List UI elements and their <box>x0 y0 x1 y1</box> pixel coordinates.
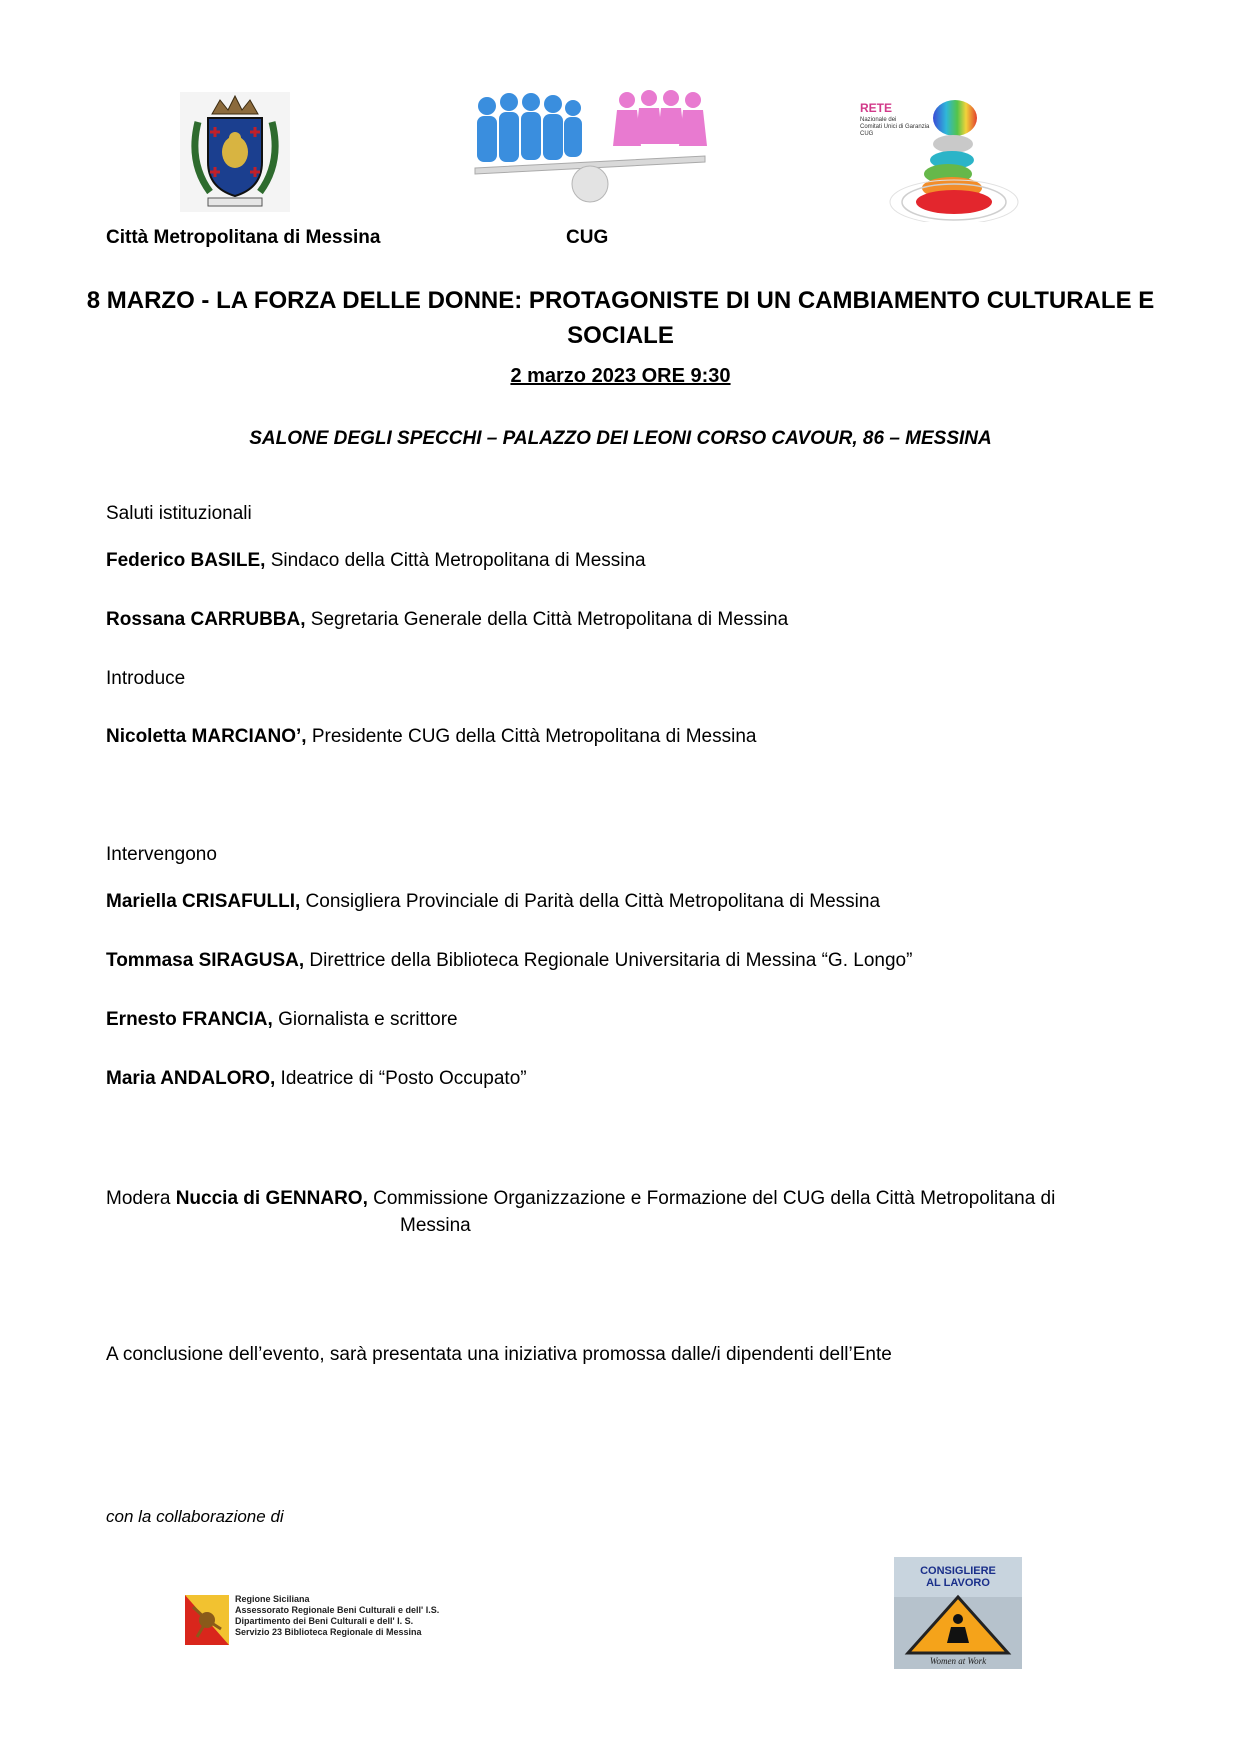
consigliere-al-lavoro-logo <box>894 1557 1022 1669</box>
moderator-prefix: Modera <box>106 1188 176 1209</box>
speaker-role: Sindaco della Città Metropolitana di Messina <box>265 550 646 571</box>
speaker-entry <box>106 890 880 914</box>
speaker-name: Nicoletta MARCIANO’, <box>106 726 307 747</box>
rete-logo-line: Comitati Unici di Garanzia <box>860 124 930 130</box>
city-caption: Città Metropolitana di Messina <box>106 227 381 248</box>
consigliere-caption: Women at Work <box>929 1656 987 1666</box>
speaker-name: Mariella CRISAFULLI, <box>106 891 301 912</box>
closing-note: A conclusione dell’evento, sarà presentata una iniziativa promossa dalle/i dipendenti dell’Ente <box>106 1344 892 1365</box>
city-coat-of-arms-logo <box>180 92 290 212</box>
speaker-name: Rossana CARRUBBA, <box>106 609 306 630</box>
intro-label: Introduce <box>106 668 186 689</box>
speaker-role: Segretaria Generale della Città Metropolitana di Messina <box>305 609 789 630</box>
regione-line: Assessorato Regionale Beni Culturali e dell' I.S. <box>235 1605 440 1615</box>
moderator-role: Commissione Organizzazione e Formazione del CUG della Città Metropolitana di <box>367 1188 1056 1209</box>
speaker-name: Tommasa SIRAGUSA, <box>106 950 305 971</box>
event-venue: SALONE DEGLI SPECCHI – PALAZZO DEI LEONI CORSO CAVOUR, 86 – MESSINA <box>249 428 992 449</box>
rete-logo-title: RETE <box>860 101 893 115</box>
speaker-entry <box>106 1008 458 1032</box>
regione-line: Dipartimento dei Beni Culturali e dell' I. S. <box>235 1616 414 1626</box>
speaker-role: Presidente CUG della Città Metropolitana di Messina <box>306 726 757 747</box>
regione-line: Servizio 23 Biblioteca Regionale di Messina <box>235 1627 422 1637</box>
moderator-entry <box>106 1185 1055 1239</box>
consigliere-title-line: AL LAVORO <box>926 1577 990 1589</box>
moderator-role-continued: Messina <box>400 1215 471 1236</box>
regione-line: Regione Siciliana <box>235 1594 310 1604</box>
speaker-entry <box>106 949 912 973</box>
speaker-name: Maria ANDALORO, <box>106 1068 276 1089</box>
event-date <box>0 364 1241 388</box>
rete-cug-logo <box>860 98 1030 222</box>
speaker-role: Consigliera Provinciale di Parità della Città Metropolitana di Messina <box>300 891 881 912</box>
speaker-name: Federico BASILE, <box>106 550 266 571</box>
greeting-entry <box>106 549 646 573</box>
regione-siciliana-logo <box>183 1589 463 1649</box>
event-title: 8 MARZO - LA FORZA DELLE DONNE: PROTAGONISTE DI UN CAMBIAMENTO CULTURALE E SOCIALE <box>86 287 1155 349</box>
speaker-name: Ernesto FRANCIA, <box>106 1009 273 1030</box>
cug-caption: CUG <box>566 227 609 248</box>
speaker-role: Direttrice della Biblioteca Regionale Universitaria di Messina “G. Longo” <box>304 950 913 971</box>
rete-logo-line: CUG <box>860 131 874 137</box>
greeting-entry <box>106 608 788 632</box>
speaker-role: Ideatrice di “Posto Occupato” <box>275 1068 527 1089</box>
event-date-text: 2 marzo 2023 ORE 9:30 <box>510 365 731 387</box>
collaboration-label: con la collaborazione di <box>106 1507 284 1526</box>
intro-entry <box>106 725 756 749</box>
speakers-label: Intervengono <box>106 844 217 865</box>
moderator-name: Nuccia di GENNARO, <box>175 1188 368 1209</box>
speaker-role: Giornalista e scrittore <box>272 1009 458 1030</box>
speaker-entry <box>106 1067 527 1091</box>
cug-balance-logo <box>465 88 715 204</box>
rete-logo-line: Nazionale dei <box>860 117 897 123</box>
consigliere-title-line: CONSIGLIERE <box>920 1565 996 1577</box>
greetings-label: Saluti istituzionali <box>106 503 252 524</box>
